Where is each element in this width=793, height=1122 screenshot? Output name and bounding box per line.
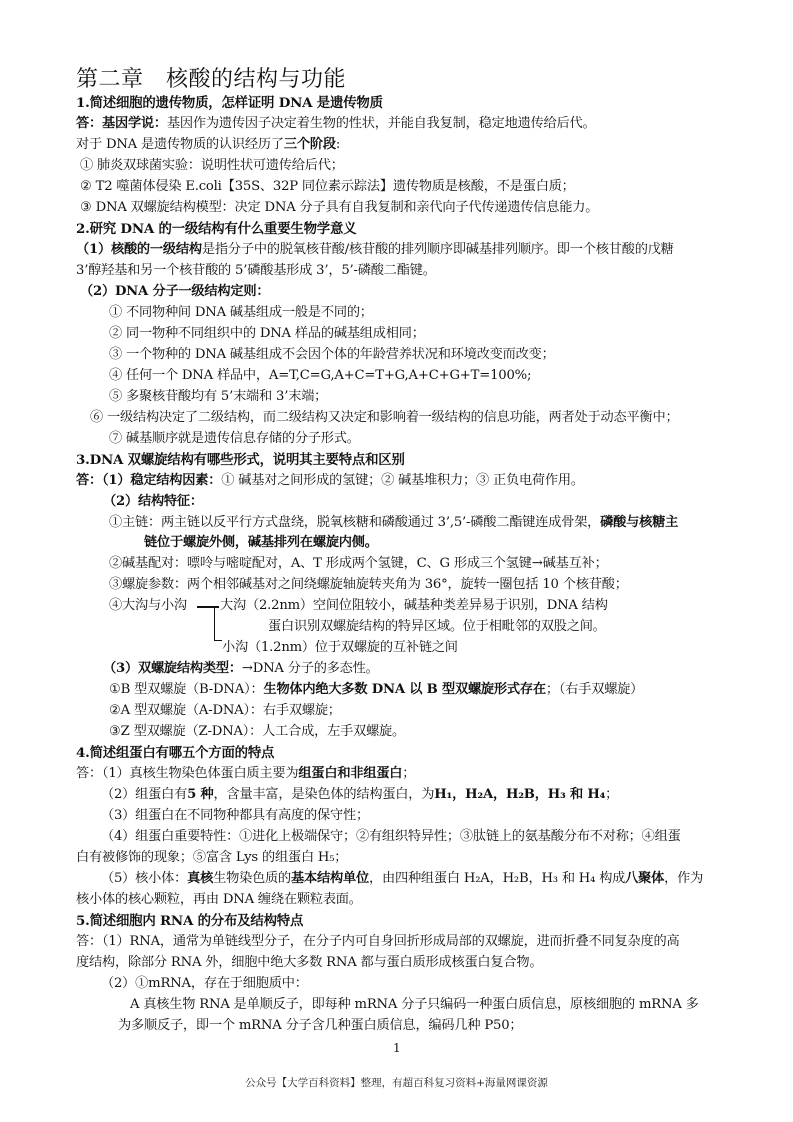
q5-point-2-detail-cont: 为多顺反子，即一个 mRNA 分子含几种蛋白质信息，编码几种 P50； bbox=[118, 1018, 523, 1033]
q1-stages-bold: 三个阶段 bbox=[283, 137, 336, 152]
q3-features-heading: （2）结构特征： bbox=[103, 494, 203, 509]
q3-t1-bold: 生物体内绝大多数 DNA 以 B 型双螺旋形式存在 bbox=[263, 682, 546, 697]
q3-feature-2: ②碱基配对：嘌呤与嘧啶配对，A、T 形成两个氢键，C、G 形成三个氢键→碱基互补； bbox=[109, 556, 608, 571]
q4-point-5 bbox=[101, 869, 703, 889]
q4-point-2 bbox=[101, 785, 618, 805]
q4-point-1 bbox=[76, 764, 415, 784]
groove-tree-vertical bbox=[214, 606, 215, 640]
q3-s1-text: ① 碱基对之间形成的氢键；② 碱基堆积力；③ 正负电荷作用。 bbox=[221, 473, 584, 488]
q2-rule-7: ⑦ 碱基顺序就是遗传信息存储的分子形式。 bbox=[109, 431, 360, 446]
page-footer: 公众号【大学百科资料】整理，有超百科复习资料+海量网课资源 bbox=[245, 1077, 548, 1089]
q1-item-2: ② T2 噬菌体侵染 E.coli【35S、32P 同位素示踪法】遗传物质是核酸，不是蛋白质； bbox=[80, 179, 575, 194]
q4-a2-text: （2）组蛋白有 bbox=[101, 787, 188, 802]
q3-f1-text: ①主链：两主链以反平行方式盘绕，脱氧核糖和磷酸通过 3’,5’-磷酸二酯键连成骨架， bbox=[109, 515, 601, 530]
q2-rule-5: ⑤ 多聚核苷酸均有 5’末端和 3’末端； bbox=[109, 389, 328, 404]
groove-tree-connector bbox=[197, 606, 219, 608]
q2-p1-bold: （1）核酸的一级结构 bbox=[76, 242, 202, 257]
q3-type-b bbox=[109, 680, 643, 700]
q3-feature-3: ③螺旋参数：两个相邻碱基对之间绕螺旋轴旋转夹角为 36°，旋转一圈包括 10 个核苷酸； bbox=[109, 577, 628, 592]
page-number: 1 bbox=[393, 1041, 401, 1055]
q3-stability bbox=[76, 471, 584, 491]
q3-feature-1 bbox=[109, 513, 678, 533]
q1-stages-intro bbox=[76, 135, 340, 155]
q5-point-2: （2）①mRNA，存在于细胞质中： bbox=[101, 976, 308, 991]
q1-stages-colon: : bbox=[335, 137, 341, 152]
q1-stages-text: 对于 DNA 是遗传物质的认识经历了 bbox=[76, 137, 284, 152]
q3-minor-groove: 小沟（1.2nm）位于双螺旋的互补链之间 bbox=[222, 640, 458, 655]
chapter-title: 第二章 核酸的结构与功能 bbox=[76, 67, 347, 92]
q3-t1-tail: ；（右手双螺旋） bbox=[545, 682, 644, 697]
q2-rule-2: ② 同一物种不同组织中的 DNA 样品的碱基组成相同； bbox=[109, 326, 425, 341]
q4-heading: 4.简述组蛋白有哪五个方面的特点 bbox=[76, 745, 275, 761]
q3-f1-bold: 磷酸与核糖主 bbox=[600, 515, 679, 530]
q4-point-5-cont: 核小体的核心颗粒，再由 DNA 缠绕在颗粒表面。 bbox=[76, 892, 362, 907]
q5-point-1-cont: 度结构，除部分 RNA 外，细胞中绝大多数 RNA 都与蛋白质形成核蛋白复合物。 bbox=[76, 955, 543, 970]
q2-heading: 2.研究 DNA 的一级结构有什么重要生物学意义 bbox=[76, 221, 357, 237]
q3-t1-text: ①B 型双螺旋（B-DNA）： bbox=[109, 682, 264, 697]
q4-a5-bold2: 基本结构单位 bbox=[291, 871, 369, 886]
q2-rule-3: ③ 一个物种的 DNA 碱基组成不会因个体的年龄营养状况和环境改变而改变； bbox=[109, 347, 555, 362]
q3-feature-1-cont: 链位于螺旋外侧，碱基排列在螺旋内侧。 bbox=[144, 535, 378, 550]
groove-tree-branch bbox=[214, 640, 222, 641]
q3-s1-bold: 答：（1）稳定结构因素： bbox=[76, 473, 222, 488]
q2-para-1-cont: 3’醇羟基和另一个核苷酸的 5’磷酸基形成 3’，5’-磷酸二酯键。 bbox=[76, 263, 436, 278]
q4-point-4: （4）组蛋白重要特性：①进化上极端保守；②有组织特异性；③肽链上的氨基酸分布不对称；④组蛋 bbox=[101, 829, 681, 844]
q5-point-2-detail: A 真核生物 RNA 是单顺反子，即每种 mRNA 分子只编码一种蛋白质信息，原核细胞的 mRNA 多 bbox=[130, 997, 699, 1012]
q2-para-1 bbox=[76, 240, 674, 260]
q4-a5-bold3: 八聚体 bbox=[625, 871, 665, 886]
q1-item-1: ① 肺炎双球菌实验：说明性状可遗传给后代； bbox=[80, 158, 344, 173]
q4-a5-text: （5）核小体： bbox=[101, 871, 188, 886]
q1-heading: 1.简述细胞的遗传物质，怎样证明 DNA 是遗传物质 bbox=[76, 95, 383, 111]
q3-type-a: ②A 型双螺旋（A-DNA）：右手双螺旋； bbox=[109, 703, 341, 718]
q4-a2-bold: 5 种 bbox=[187, 787, 214, 802]
q2-rule-1: ① 不同物种间 DNA 碱基组成一般是不同的； bbox=[109, 305, 373, 320]
q1-item-3: ③ DNA 双螺旋结构模型：决定 DNA 分子具有自我复制和亲代向子代传递遗传信息能力。 bbox=[80, 200, 599, 215]
q3-type-z: ③Z 型双螺旋（Z-DNA）：人工合成，左手双螺旋。 bbox=[109, 724, 406, 739]
q4-a1-bold: 组蛋白和非组蛋白 bbox=[298, 766, 403, 781]
q3-major-groove: 大沟（2.2nm）空间位阻较小，碱基种类差异易于识别，DNA 结构 bbox=[220, 598, 608, 613]
q4-point-4-cont: 白有被修饰的现象；⑤富含 Lys 的组蛋白 H₅； bbox=[76, 850, 348, 865]
q5-point-1: 答：（1）RNA，通常为单链线型分子，在分子内可自身回折形成局部的双螺旋，进而折叠不同复杂度的高 bbox=[76, 934, 680, 949]
q4-a2-bold2: H₁，H₂A，H₂B，H₃ 和 H₄ bbox=[434, 787, 606, 802]
q4-a2-text2: ，含量丰富，是染色体的结构蛋白，为 bbox=[213, 787, 435, 802]
q4-a5-text4: ，作为 bbox=[664, 871, 704, 886]
q4-a1-text: 答：（1）真核生物染色体蛋白质主要为 bbox=[76, 766, 299, 781]
q3-major-groove-cont: 蛋白识别双螺旋结构的特异区域。位于相毗邻的双股之间。 bbox=[268, 619, 606, 634]
q3-s3-bold: （3）双螺旋结构类型： bbox=[103, 661, 242, 676]
q4-a5-text3: ，由四种组蛋白 H₂A，H₂B，H₃ 和 H₄ 构成 bbox=[368, 871, 626, 886]
q5-heading: 5.简述细胞内 RNA 的分布及结构特点 bbox=[76, 913, 304, 929]
q2-rule-6: ⑥ 一级结构决定了二级结构，而二级结构又决定和影响着一级结构的信息功能，两者处于动态平衡中； bbox=[90, 410, 679, 425]
q4-a1-tail: ； bbox=[402, 766, 416, 781]
q3-s3-text: →DNA 分子的多态性。 bbox=[241, 661, 379, 676]
q4-a5-text2: 生物染色质的 bbox=[213, 871, 292, 886]
q3-heading: 3.DNA 双螺旋结构有哪些形式，说明其主要特点和区别 bbox=[76, 452, 405, 468]
q2-p1-text: 是指分子中的脱氧核苷酸/核苷酸的排列顺序即碱基排列顺序。即一个核甘酸的戊糖 bbox=[201, 242, 674, 257]
q2-para-2: （2）DNA 分子一级结构定则： bbox=[80, 284, 270, 299]
q1-answer-label: 答：基因学说： bbox=[76, 116, 167, 131]
q4-a5-bold: 真核 bbox=[187, 871, 214, 886]
q1-answer bbox=[76, 114, 596, 134]
q3-types-heading bbox=[103, 659, 379, 679]
q4-point-3: （3）组蛋白在不同物种都具有高度的保守性； bbox=[101, 808, 369, 823]
q3-feature-4-label: ④大沟与小沟 bbox=[109, 598, 187, 613]
q1-answer-text: 基因作为遗传因子决定着生物的性状，并能自我复制，稳定地遗传给后代。 bbox=[166, 116, 596, 131]
q2-rule-4: ④ 任何一个 DNA 样品中，A=T,C=G,A+C=T+G,A+C+G+T=100%; bbox=[109, 368, 532, 383]
q4-a2-tail: ； bbox=[605, 787, 619, 802]
